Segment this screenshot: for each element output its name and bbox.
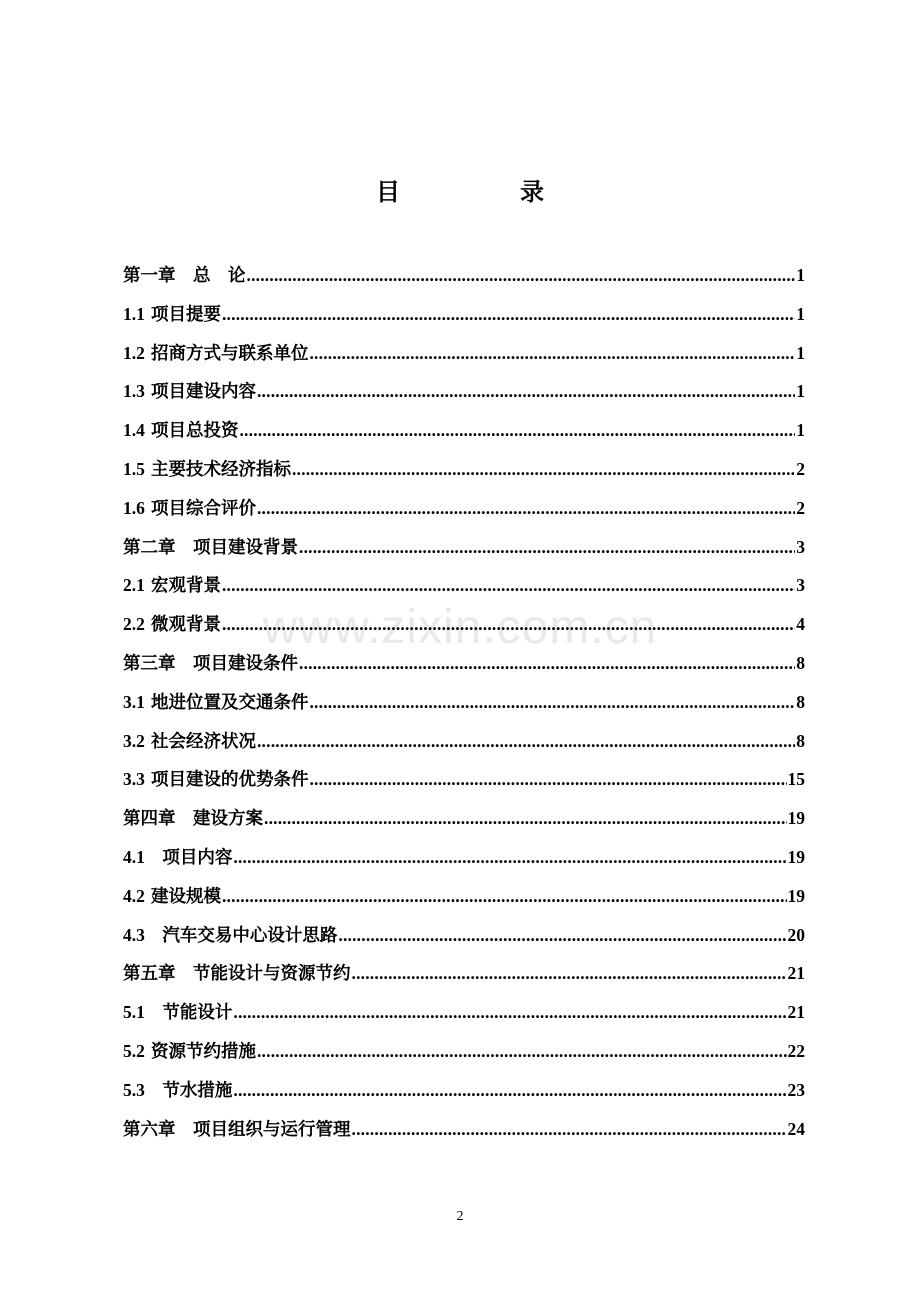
toc-number: 3.1 [123, 691, 145, 712]
toc-leader [257, 498, 795, 519]
toc-label [123, 572, 221, 597]
toc-label [123, 844, 232, 869]
toc-page-number: 1 [796, 265, 805, 285]
toc-label [123, 262, 246, 287]
toc-label [123, 301, 221, 326]
toc-number: 3.3 [123, 769, 145, 790]
toc-page-number: 3 [796, 536, 805, 557]
toc-leader [292, 459, 795, 480]
toc-leader [257, 381, 795, 402]
toc-leader [222, 614, 795, 635]
toc-number: 2.2 [123, 614, 145, 635]
toc-text: 微观背景 [144, 615, 221, 636]
toc-page-number: 4 [796, 614, 805, 635]
toc-label [123, 805, 263, 830]
toc-leader [309, 343, 795, 364]
toc-entry[interactable] [123, 689, 805, 728]
toc-text: 地进位置及交通条件 [144, 692, 309, 713]
page-title: 目 录 [376, 178, 592, 206]
toc-entry[interactable] [123, 611, 805, 650]
page-number: 2 [456, 1209, 464, 1224]
toc-page-number: 24 [787, 1118, 805, 1139]
toc-text: 社会经济状况 [144, 731, 256, 752]
toc-page-number: 8 [796, 730, 805, 751]
toc-leader [247, 265, 796, 286]
toc-page-number: 3 [796, 575, 805, 596]
toc-number: 1.1 [123, 303, 145, 324]
toc-label [123, 650, 298, 675]
toc-text: 项目建设的优势条件 [144, 770, 309, 791]
toc-label [123, 1038, 256, 1063]
toc-leader [299, 537, 795, 558]
toc-text: 项目总投资 [144, 421, 239, 442]
toc-entry[interactable] [123, 922, 805, 961]
toc-entry[interactable] [123, 728, 805, 767]
toc-text: 宏观背景 [144, 576, 221, 597]
toc-entry[interactable] [123, 378, 805, 417]
toc-text: 汽车交易中心设计思路 [144, 925, 338, 946]
toc-label [123, 728, 256, 753]
toc-entry[interactable] [123, 805, 805, 844]
toc-text: 第四章 建设方案 [123, 809, 263, 830]
toc-page-number: 1 [796, 303, 805, 324]
toc-leader [352, 963, 787, 984]
toc-page-number: 20 [787, 924, 805, 945]
toc-entry[interactable] [123, 844, 805, 883]
toc-label [123, 378, 256, 403]
toc-page-number: 23 [787, 1079, 805, 1100]
toc-page-number: 1 [796, 420, 805, 441]
toc-page-number: 19 [787, 808, 805, 829]
toc-leader [257, 731, 795, 752]
toc-label [123, 1077, 232, 1102]
toc-label [123, 1116, 351, 1141]
toc-text: 第二章 项目建设背景 [123, 537, 298, 558]
toc-leader [222, 886, 787, 907]
toc-page-number: 21 [787, 1002, 805, 1023]
toc-text: 第三章 项目建设条件 [123, 653, 298, 674]
toc-leader [309, 769, 786, 790]
toc-label [123, 534, 298, 559]
toc-leader [222, 575, 795, 596]
toc-number: 2.1 [123, 575, 145, 596]
toc-label [123, 766, 308, 791]
toc-number: 1.2 [123, 342, 145, 363]
toc-entry[interactable] [123, 999, 805, 1038]
toc-label [123, 611, 221, 636]
toc-text: 招商方式与联系单位 [144, 343, 309, 364]
toc-text: 第五章 节能设计与资源节约 [123, 964, 351, 985]
toc-label [123, 689, 308, 714]
toc-entry[interactable] [123, 572, 805, 611]
toc-number: 5.3 [123, 1079, 145, 1100]
toc-number: 1.5 [123, 458, 145, 479]
toc-page-number: 15 [787, 769, 805, 790]
toc-entry[interactable] [123, 534, 805, 573]
toc-text: 资源节约措施 [144, 1041, 256, 1062]
toc-number: 4.3 [123, 924, 145, 945]
toc-page-number: 1 [796, 381, 805, 402]
toc-entry[interactable] [123, 883, 805, 922]
toc-number: 1.3 [123, 381, 145, 402]
toc-leader [338, 925, 786, 946]
toc-text: 主要技术经济指标 [144, 459, 291, 480]
toc-leader [299, 653, 795, 674]
toc-page-number: 8 [796, 652, 805, 673]
table-of-contents [123, 262, 805, 1154]
toc-label [123, 883, 221, 908]
toc-entry[interactable] [123, 766, 805, 805]
toc-entry[interactable] [123, 340, 805, 379]
toc-page-number: 2 [796, 497, 805, 518]
toc-text: 第六章 项目组织与运行管理 [123, 1119, 351, 1140]
toc-leader [233, 847, 786, 868]
toc-leader [233, 1002, 786, 1023]
toc-page-number: 22 [787, 1040, 805, 1061]
toc-leader [239, 420, 795, 441]
toc-page-number: 1 [796, 342, 805, 363]
toc-number: 4.1 [123, 846, 145, 867]
toc-number: 5.1 [123, 1002, 145, 1023]
toc-text: 建设规模 [144, 886, 221, 907]
watermark: www.zixin.com.cn [262, 601, 658, 654]
toc-label [123, 417, 238, 442]
toc-text: 项目建设内容 [144, 382, 256, 403]
toc-entry[interactable] [123, 1077, 805, 1116]
toc-entry[interactable] [123, 262, 805, 301]
toc-number: 1.6 [123, 497, 145, 518]
toc-number: 3.2 [123, 730, 145, 751]
toc-page-number: 19 [787, 885, 805, 906]
toc-leader [233, 1080, 786, 1101]
toc-text: 节能设计 [144, 1003, 233, 1024]
toc-number: 1.4 [123, 420, 145, 441]
toc-leader [257, 1041, 787, 1062]
toc-entry[interactable] [123, 417, 805, 456]
toc-text: 第一章 总 论 [123, 266, 246, 286]
toc-entry[interactable] [123, 456, 805, 495]
toc-entry[interactable] [123, 1038, 805, 1077]
toc-text: 项目综合评价 [144, 498, 256, 519]
toc-entry[interactable] [123, 650, 805, 689]
toc-leader [222, 304, 795, 325]
toc-text: 项目内容 [144, 847, 233, 868]
toc-leader [264, 808, 787, 829]
toc-page-number: 8 [796, 691, 805, 712]
toc-entry[interactable] [123, 301, 805, 340]
toc-number: 4.2 [123, 885, 145, 906]
toc-page-number: 2 [796, 458, 805, 479]
toc-number: 5.2 [123, 1040, 145, 1061]
toc-text: 项目提要 [144, 304, 221, 325]
toc-label [123, 922, 337, 947]
toc-text: 节水措施 [144, 1080, 233, 1101]
toc-entry[interactable] [123, 1116, 805, 1155]
toc-label [123, 495, 256, 520]
toc-entry[interactable] [123, 960, 805, 999]
toc-label [123, 340, 308, 365]
toc-label [123, 456, 291, 481]
toc-page-number: 19 [787, 846, 805, 867]
toc-leader [309, 692, 795, 713]
toc-label [123, 999, 232, 1024]
toc-label [123, 960, 351, 985]
toc-entry[interactable] [123, 495, 805, 534]
toc-leader [352, 1119, 787, 1140]
toc-page-number: 21 [787, 963, 805, 984]
